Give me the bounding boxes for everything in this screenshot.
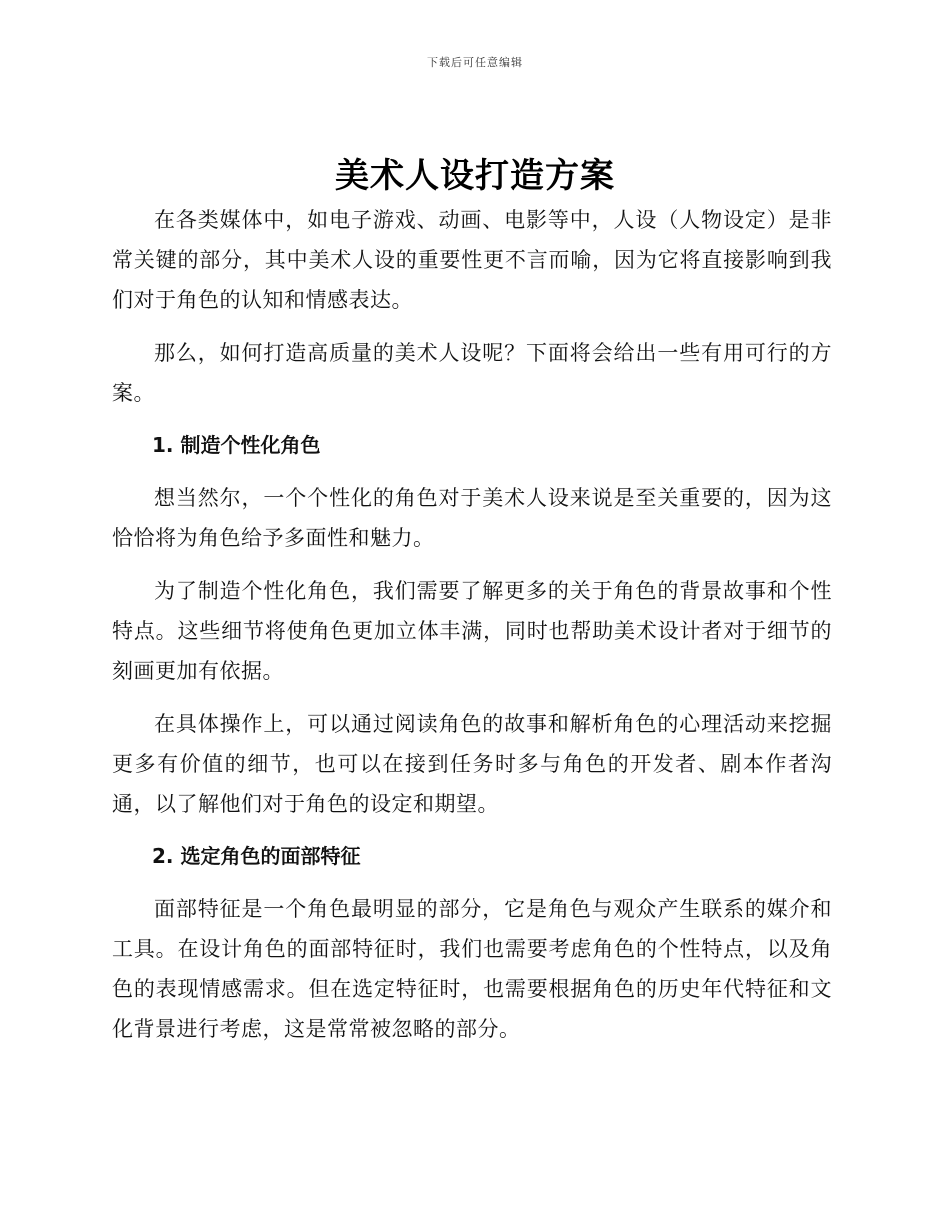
document-title: 美术人设打造方案: [335, 156, 615, 196]
paragraph-intro: 在各类媒体中，如电子游戏、动画、电影等中，人设（人物设定）是非常关键的部分，其中美术人设的重要性更不言而喻，因为它将直接影响到我们对于角色的认知和情感表达。: [112, 208, 832, 312]
paragraph-question: 那么，如何打造高质量的美术人设呢？下面将会给出一些有用可行的方案。: [112, 341, 832, 405]
paragraph-background: 为了制造个性化角色，我们需要了解更多的关于角色的背景故事和个性特点。这些细节将使角色更加立体丰满，同时也帮助美术设计者对于细节的刻画更加有依据。: [112, 579, 832, 683]
paragraph-facial-features: 面部特征是一个角色最明显的部分，它是角色与观众产生联系的媒介和工具。在设计角色的面部特征时，我们也需要考虑角色的个性特点，以及角色的表现情感需求。但在选定特征时，也需要根据角色的历史年代特征和文化背景进行考虑，这是常常被忽略的部分。: [112, 897, 832, 1041]
header-note: 下载后可任意编辑: [427, 56, 523, 69]
section-heading-1: 1. 制造个性化角色: [152, 433, 321, 457]
paragraph-operation: 在具体操作上，可以通过阅读角色的故事和解析角色的心理活动来挖掘更多有价值的细节，也可以在接到任务时多与角色的开发者、剧本作者沟通，以了解他们对于角色的设定和期望。: [112, 712, 832, 816]
paragraph-personality: 想当然尔，一个个性化的角色对于美术人设来说是至关重要的，因为这恰恰将为角色给予多面性和魅力。: [112, 486, 832, 550]
section-heading-2: 2. 选定角色的面部特征: [152, 844, 361, 868]
document-body: [112, 200, 832, 1062]
